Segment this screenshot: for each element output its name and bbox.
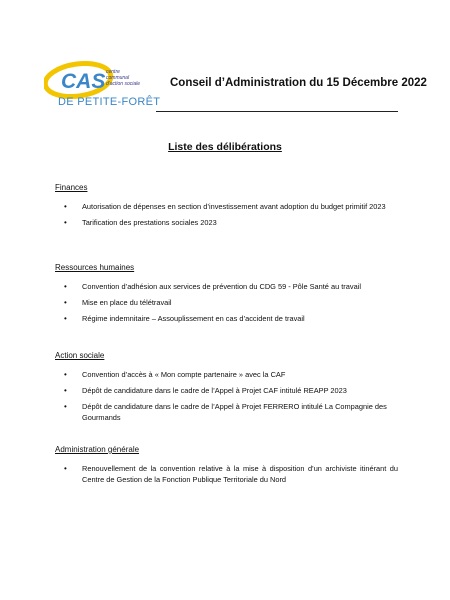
list-item: • Convention d’accès à « Mon compte partenaire » avec la CAF [64, 370, 286, 379]
logo-tagline-3: d'action sociale [106, 81, 141, 87]
list-item: • Renouvellement de la convention relative à la mise à disposition d’un archiviste itinérant du Centre de Gestion de la Fonction Publique Territoriale du Nord [64, 464, 398, 484]
section-administration-generale [55, 445, 398, 490]
bullet-icon: • [64, 218, 67, 227]
section-heading: Ressources humaines [55, 263, 135, 272]
bullet-icon: • [64, 202, 67, 211]
bullet-icon: • [64, 298, 67, 307]
item-list [55, 463, 398, 485]
list-item: • Mise en place du télétravail [64, 298, 172, 307]
section-heading: Finances [55, 183, 88, 192]
bullet-icon: • [64, 314, 67, 323]
bullet-icon: • [64, 370, 67, 379]
item-list [55, 201, 398, 228]
bullet-icon: • [64, 464, 67, 473]
bullet-icon: • [64, 402, 67, 411]
section-finances [55, 183, 398, 233]
section-heading: Action sociale [55, 351, 105, 360]
logo-letters: CAS [61, 70, 106, 93]
bullet-icon: • [64, 282, 67, 291]
list-item: • Dépôt de candidature dans le cadre de l’Appel à Projet FERRERO intitulé La Compagnie des Gourmands [64, 402, 387, 422]
logo-tagline-2: communal [106, 75, 130, 81]
list-item: • Convention d’adhésion aux services de prévention du CDG 59 - Pôle Santé au travail [64, 282, 361, 291]
item-list [55, 369, 398, 423]
list-item: • Autorisation de dépenses en section d’investissement avant adoption du budget primitif 2023 [64, 202, 386, 211]
bullet-icon: • [64, 386, 67, 395]
logo-org-name: DE PETITE-FORÊT [58, 96, 161, 108]
section-ressources-humaines [55, 263, 398, 329]
logo-tagline-1: centre [106, 69, 120, 75]
list-item: • Tarification des prestations sociales 2023 [64, 218, 217, 227]
header-divider [156, 111, 398, 112]
section-heading: Administration générale [55, 445, 140, 454]
section-action-sociale [55, 351, 398, 428]
item-list [55, 281, 398, 324]
document-title: Liste des délibérations [168, 141, 282, 153]
list-item: • Dépôt de candidature dans le cadre de l’Appel à Projet CAF intitulé REAPP 2023 [64, 386, 347, 395]
list-item: • Régime indemnitaire – Assouplissement en cas d’accident de travail [64, 314, 305, 323]
header-title: Conseil d’Administration du 15 Décembre 2022 [170, 77, 427, 89]
